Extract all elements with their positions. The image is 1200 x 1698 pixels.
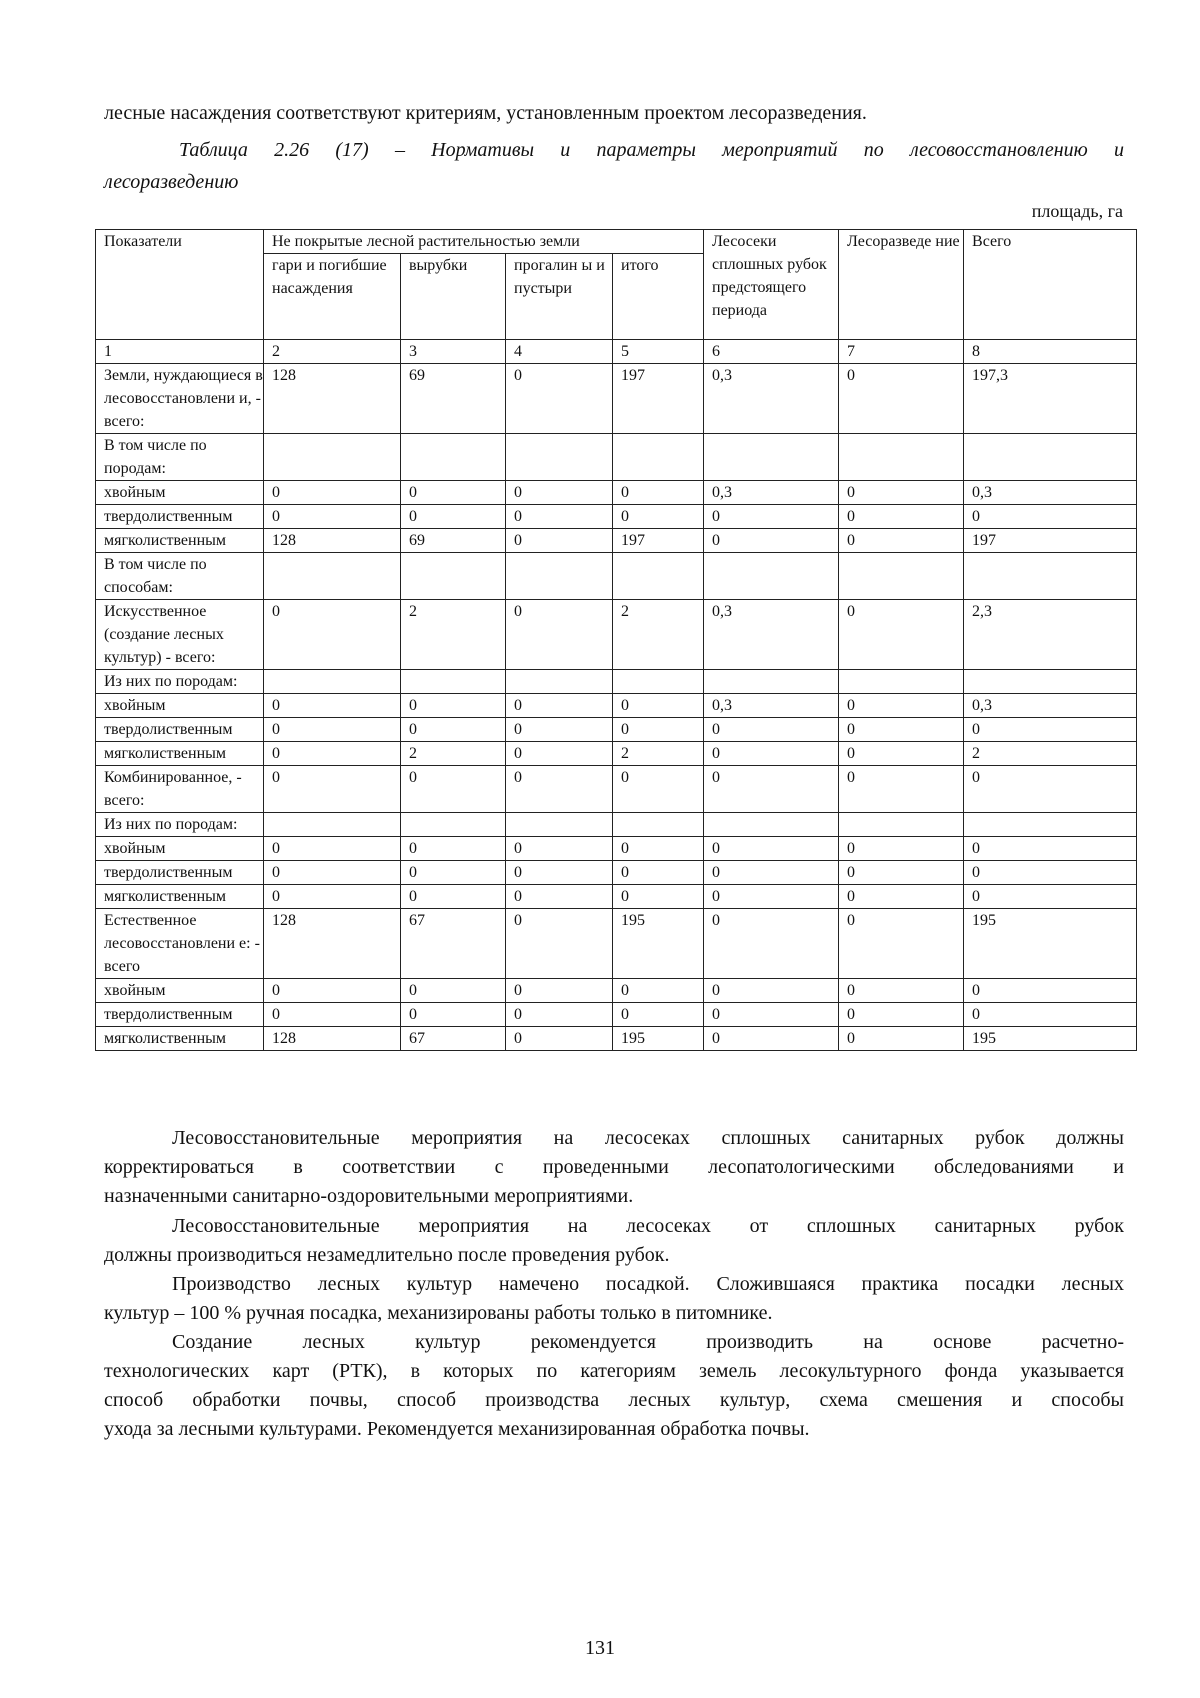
table-cell: 0 (704, 742, 839, 766)
table-cell: 0 (506, 364, 613, 434)
table-cell: 0 (613, 766, 704, 813)
table-cell (506, 553, 613, 600)
table-row (96, 1027, 1137, 1051)
table-row (96, 766, 1137, 813)
table-cell: 128 (264, 529, 401, 553)
table-row (96, 861, 1137, 885)
column-number: 7 (839, 340, 964, 364)
header-glades: прогалин ы и пустыри (506, 254, 613, 340)
table-cell: 0 (964, 885, 1137, 909)
table-cell: 0 (506, 861, 613, 885)
table-cell: 128 (264, 364, 401, 434)
table-cell: 0 (506, 505, 613, 529)
table-cell: 0 (839, 979, 964, 1003)
table-cell: 2 (401, 742, 506, 766)
table-cell (401, 670, 506, 694)
table-cell: 0 (613, 885, 704, 909)
table-row (96, 434, 1137, 481)
table-cell (613, 670, 704, 694)
row-label: Комбинированное, - всего: (96, 766, 264, 813)
table-cell: 0 (264, 600, 401, 670)
table-cell: 0 (506, 718, 613, 742)
table-cell: 0 (839, 364, 964, 434)
table-row (96, 1003, 1137, 1027)
table-cell: 0 (704, 1003, 839, 1027)
table-cell (506, 670, 613, 694)
table-cell: 69 (401, 364, 506, 434)
table-cell: 0 (613, 694, 704, 718)
table-cell (704, 434, 839, 481)
table-cell: 2,3 (964, 600, 1137, 670)
table-cell: 0 (704, 529, 839, 553)
table-cell: 0 (704, 885, 839, 909)
table-cell: 0 (964, 766, 1137, 813)
table-cell: 0 (839, 742, 964, 766)
table-cell: 128 (264, 1027, 401, 1051)
header-total: Всего (964, 230, 1137, 340)
table-cell: 0 (401, 979, 506, 1003)
table-cell: 0 (839, 529, 964, 553)
table-cell: 0 (401, 505, 506, 529)
table-cell: 0,3 (704, 600, 839, 670)
table-cell: 0 (264, 694, 401, 718)
table-cell: 0 (506, 742, 613, 766)
paragraph-line: ухода за лесными культурами. Рекомендуется механизированная обработка почвы. (104, 1418, 810, 1440)
column-number: 6 (704, 340, 839, 364)
paragraph-line: Создание лесных культур рекомендуется производить на основе расчетно- (172, 1331, 1124, 1353)
row-label: хвойным (96, 979, 264, 1003)
table-cell: 197,3 (964, 364, 1137, 434)
row-label: В том числе по способам: (96, 553, 264, 600)
table-row (96, 742, 1137, 766)
table-cell: 0 (964, 1003, 1137, 1027)
table-cell: 0 (704, 909, 839, 979)
table-cell: 0 (839, 718, 964, 742)
table-cell: 0 (506, 694, 613, 718)
header-indicators: Показатели (96, 230, 264, 340)
table-cell: 0 (506, 766, 613, 813)
table-cell: 195 (613, 1027, 704, 1051)
table-cell (401, 553, 506, 600)
paragraph-line: должны производиться незамедлительно после проведения рубок. (104, 1244, 670, 1266)
intro-line: лесные насаждения соответствуют критериям, установленным проектом лесоразведения. (104, 102, 867, 124)
table-row (96, 694, 1137, 718)
table-cell: 0 (964, 837, 1137, 861)
table-cell: 67 (401, 909, 506, 979)
table-cell: 0 (839, 885, 964, 909)
row-label: твердолиственным (96, 718, 264, 742)
table-row (96, 670, 1137, 694)
table-cell: 0 (704, 861, 839, 885)
table-cell: 0 (264, 505, 401, 529)
column-number: 1 (96, 340, 264, 364)
caption-line-1: Таблица 2.26 (17) – Нормативы и параметры мероприятий по лесовосстановлению и (179, 139, 1124, 161)
table-cell: 0 (613, 1003, 704, 1027)
paragraph-line: назначенными санитарно-оздоровительными мероприятиями. (104, 1185, 634, 1207)
row-label: Из них по породам: (96, 670, 264, 694)
table-cell: 2 (964, 742, 1137, 766)
table-cell (613, 553, 704, 600)
table-cell (964, 553, 1137, 600)
table-cell: 0 (613, 718, 704, 742)
table-row (96, 837, 1137, 861)
column-number: 5 (613, 340, 704, 364)
row-label: хвойным (96, 837, 264, 861)
table-cell: 0,3 (704, 694, 839, 718)
header-cuttings: вырубки (401, 254, 506, 340)
table-row (96, 979, 1137, 1003)
table-cell: 0,3 (964, 694, 1137, 718)
table-cell: 0 (264, 766, 401, 813)
table-caption (104, 134, 1124, 198)
table-cell: 197 (613, 364, 704, 434)
table-cell (964, 434, 1137, 481)
table-row (96, 505, 1137, 529)
header-clearcut: Лесосеки сплошных рубок предстоящего периода (704, 230, 839, 340)
paragraph-line: культур – 100 % ручная посадка, механизированы работы только в питомнике. (104, 1302, 773, 1324)
table-cell: 0 (506, 529, 613, 553)
table-cell: 0 (506, 837, 613, 861)
table-cell: 0 (613, 481, 704, 505)
table-cell: 67 (401, 1027, 506, 1051)
table-cell: 0 (839, 1027, 964, 1051)
table-cell: 0 (839, 505, 964, 529)
paragraph-line: способ обработки почвы, способ производства лесных культур, схема смешения и способы (104, 1389, 1124, 1411)
table-cell (839, 553, 964, 600)
table-cell (401, 434, 506, 481)
table-cell: 197 (964, 529, 1137, 553)
column-number: 2 (264, 340, 401, 364)
header-burns: гари и погибшие насаждения (264, 254, 401, 340)
table-row (96, 813, 1137, 837)
header-not-covered: Не покрытые лесной растительностью земли (264, 230, 704, 254)
row-label: В том числе по породам: (96, 434, 264, 481)
table-cell: 0 (401, 861, 506, 885)
table-cell: 0 (264, 979, 401, 1003)
paragraph-line: Лесовосстановительные мероприятия на лесосеках сплошных санитарных рубок должны (172, 1127, 1124, 1149)
table-cell: 0 (964, 718, 1137, 742)
table-cell: 0 (964, 505, 1137, 529)
table-cell: 0,3 (704, 481, 839, 505)
table-cell: 0 (264, 837, 401, 861)
table-cell: 0 (401, 1003, 506, 1027)
table-cell: 0 (839, 909, 964, 979)
paragraph-line: Производство лесных культур намечено посадкой. Сложившаяся практика посадки лесных (172, 1273, 1124, 1295)
units-label: площадь, га (1031, 201, 1123, 221)
paragraph-line: Лесовосстановительные мероприятия на лесосеках от сплошных санитарных рубок (172, 1215, 1124, 1237)
table-row (96, 553, 1137, 600)
table-cell (264, 670, 401, 694)
table-cell: 0 (704, 979, 839, 1003)
row-label: твердолиственным (96, 1003, 264, 1027)
table-row (96, 909, 1137, 979)
table-cell: 0 (839, 766, 964, 813)
table-cell: 0 (964, 979, 1137, 1003)
table-cell: 195 (613, 909, 704, 979)
table-cell (704, 813, 839, 837)
table-cell: 0 (401, 885, 506, 909)
row-label: мягколиственным (96, 885, 264, 909)
table-cell: 0 (704, 718, 839, 742)
table-cell: 0,3 (704, 364, 839, 434)
paragraph-line: корректироваться в соответствии с проведенными лесопатологическими обследованиями и (104, 1156, 1124, 1178)
table-cell: 0 (264, 742, 401, 766)
table-cell: 0 (264, 1003, 401, 1027)
table-cell: 0 (264, 718, 401, 742)
table-cell: 0 (506, 979, 613, 1003)
table-cell (506, 434, 613, 481)
table-cell: 0 (613, 837, 704, 861)
row-label: хвойным (96, 481, 264, 505)
table-cell: 0 (401, 694, 506, 718)
table-cell: 195 (964, 1027, 1137, 1051)
table-cell: 0 (839, 600, 964, 670)
forest-restoration-table (95, 229, 1137, 1051)
table-cell (839, 434, 964, 481)
row-label: мягколиственным (96, 1027, 264, 1051)
header-subtotal: итого (613, 254, 704, 340)
table-row (96, 718, 1137, 742)
table-cell: 0 (264, 885, 401, 909)
table-cell: 0,3 (964, 481, 1137, 505)
column-number: 3 (401, 340, 506, 364)
table-cell: 197 (613, 529, 704, 553)
table-cell: 0 (506, 885, 613, 909)
table-cell: 0 (613, 979, 704, 1003)
table-cell (704, 670, 839, 694)
table-row (96, 364, 1137, 434)
table-cell: 0 (401, 766, 506, 813)
table-cell: 0 (506, 1027, 613, 1051)
table-cell: 0 (506, 481, 613, 505)
table-cell: 2 (401, 600, 506, 670)
table-cell: 0 (401, 837, 506, 861)
table-cell: 0 (839, 861, 964, 885)
table-row (96, 885, 1137, 909)
table-cell (704, 553, 839, 600)
table-cell: 0 (839, 694, 964, 718)
table-row (96, 600, 1137, 670)
table-cell (964, 813, 1137, 837)
table-cell (264, 553, 401, 600)
table-cell: 0 (704, 1027, 839, 1051)
column-number: 4 (506, 340, 613, 364)
table-cell: 0 (704, 505, 839, 529)
table-cell: 128 (264, 909, 401, 979)
row-label: мягколиственным (96, 742, 264, 766)
table-row (96, 481, 1137, 505)
table-cell: 0 (839, 837, 964, 861)
caption-line-2: лесоразведению (104, 171, 239, 193)
table-cell: 0 (839, 1003, 964, 1027)
table-cell (401, 813, 506, 837)
table-cell (264, 434, 401, 481)
table-cell: 2 (613, 600, 704, 670)
table-cell: 0 (839, 481, 964, 505)
table-cell: 69 (401, 529, 506, 553)
table-cell: 0 (704, 766, 839, 813)
table-cell (506, 813, 613, 837)
table-cell (839, 813, 964, 837)
row-label: Земли, нуждающиеся в лесовосстановлени и, - всего: (96, 364, 264, 434)
table-cell: 0 (613, 505, 704, 529)
row-label: мягколиственным (96, 529, 264, 553)
table-cell (613, 813, 704, 837)
table-cell: 0 (613, 861, 704, 885)
table-cell (839, 670, 964, 694)
table-cell (964, 670, 1137, 694)
table-cell: 0 (506, 600, 613, 670)
table-cell: 0 (506, 909, 613, 979)
table-cell (264, 813, 401, 837)
header-afforestation: Лесоразведе ние (839, 230, 964, 340)
column-number: 8 (964, 340, 1137, 364)
table-cell: 0 (264, 861, 401, 885)
row-label: Естественное лесовосстановлени е: - всего (96, 909, 264, 979)
table-row (96, 529, 1137, 553)
table-cell: 0 (704, 837, 839, 861)
table-cell: 0 (506, 1003, 613, 1027)
table-cell: 0 (401, 481, 506, 505)
table-cell: 0 (401, 718, 506, 742)
row-label: хвойным (96, 694, 264, 718)
row-label: твердолиственным (96, 861, 264, 885)
table-cell (613, 434, 704, 481)
table-cell: 195 (964, 909, 1137, 979)
table-cell: 2 (613, 742, 704, 766)
row-label: Из них по породам: (96, 813, 264, 837)
page-number: 131 (585, 1637, 615, 1659)
column-numbers-row (96, 340, 1137, 364)
table-cell: 0 (964, 861, 1137, 885)
row-label: Искусственное (создание лесных культур) - всего: (96, 600, 264, 670)
paragraph-line: технологических карт (РТК), в которых по категориям земель лесокультурного фонда указывается (104, 1360, 1124, 1382)
row-label: твердолиственным (96, 505, 264, 529)
table-cell: 0 (264, 481, 401, 505)
